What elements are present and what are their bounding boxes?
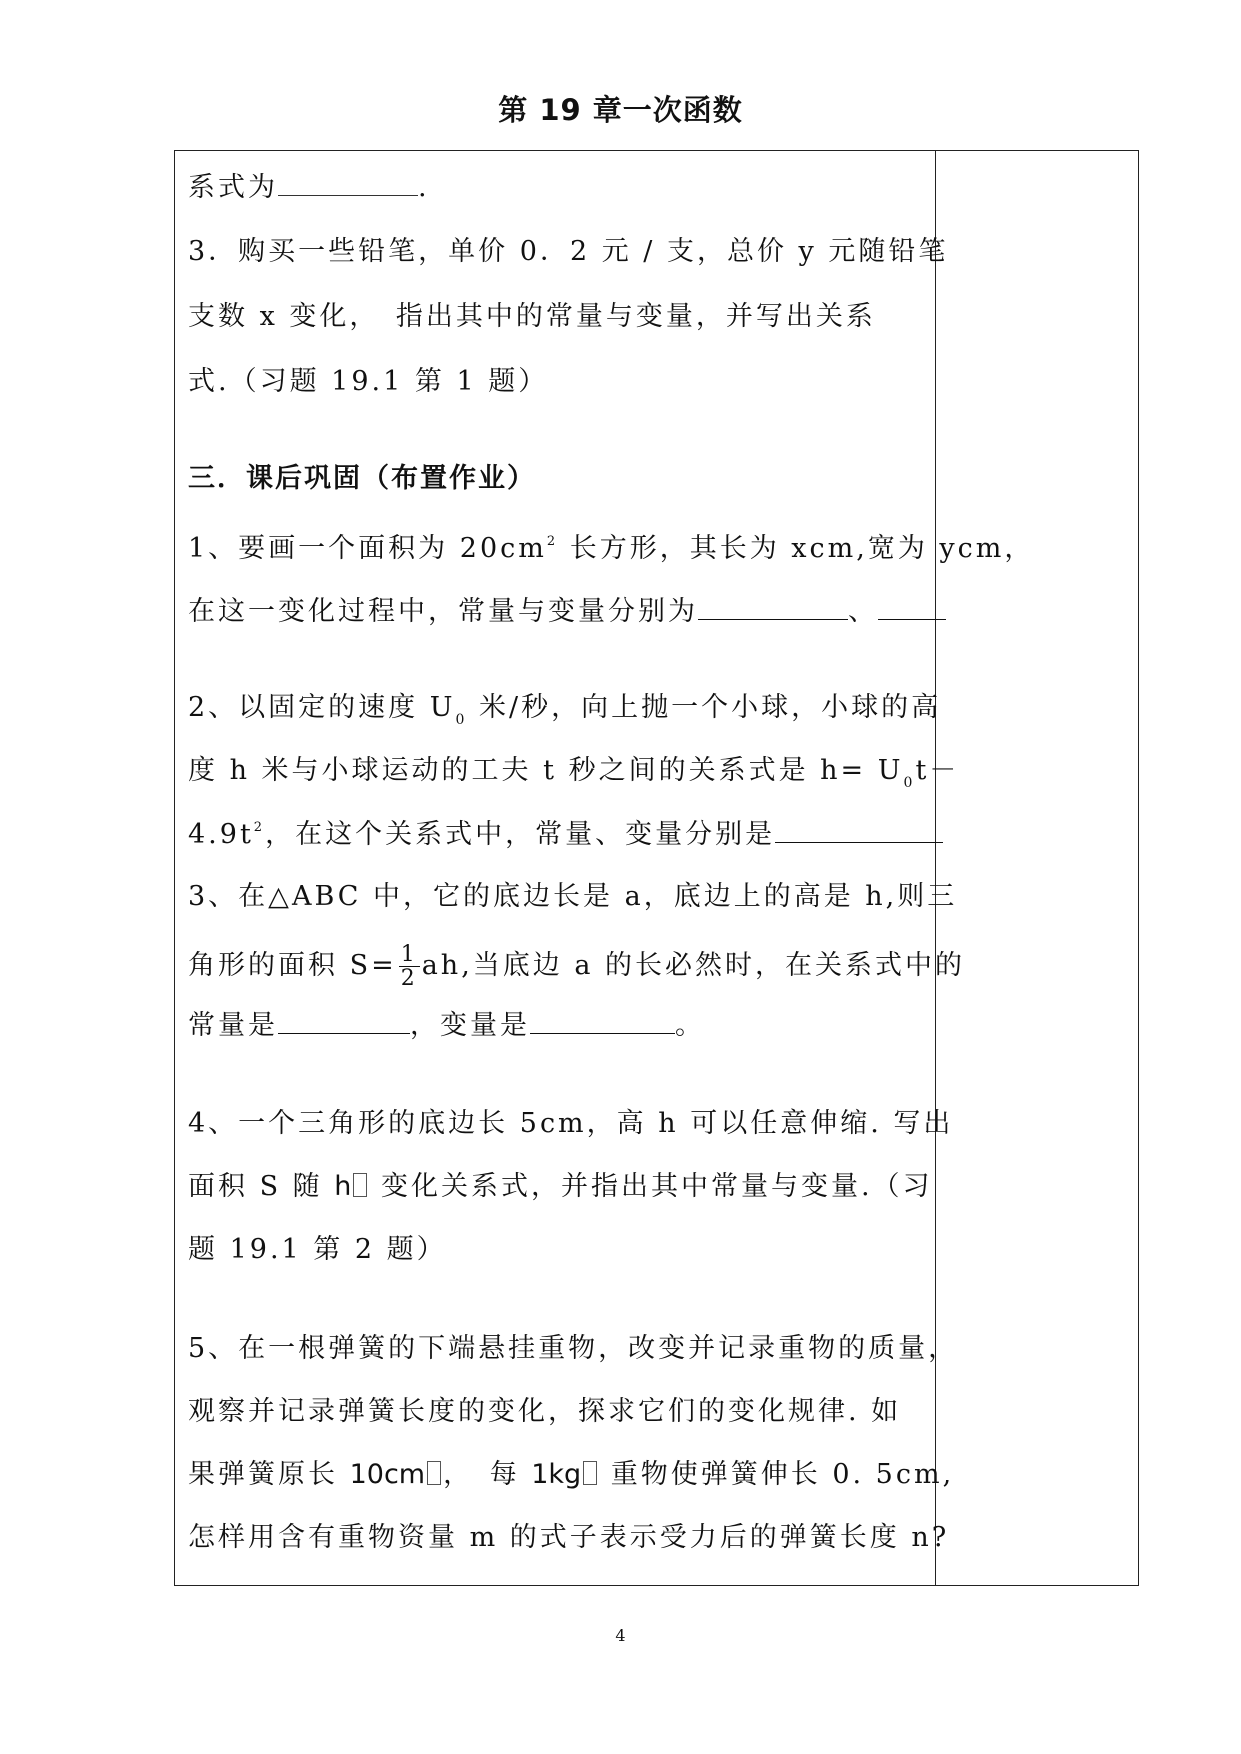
text-line [188, 173, 430, 201]
text-segment: 变化关系式，并指出其中常量与变量.（习 [369, 1171, 933, 1202]
superscript: 2 [546, 534, 559, 549]
answer-blank [530, 1011, 675, 1034]
text-segment: 果弹簧原长 [188, 1459, 350, 1490]
text-segment: 在这一变化过程中，常量与变量分别为 [188, 596, 698, 627]
text-segment: . [418, 172, 430, 203]
text-segment: 2、以固定的速度 U [188, 692, 456, 723]
text-segment: h [334, 1171, 352, 1202]
text-line: 3．购买一些铅笔，单价 0．2 元 / 支，总价 y 元随铅笔 [188, 236, 949, 267]
text-line [188, 755, 960, 792]
text-segment: ，在这个关系式中，常量、变量分别是 [265, 819, 776, 850]
text-line [188, 1461, 954, 1488]
answer-blank [278, 1011, 410, 1034]
superscript: 2 [253, 820, 266, 835]
column-divider [935, 150, 936, 1586]
text-segment: 、 [848, 596, 878, 627]
missing-glyph-box [583, 1461, 597, 1485]
text-segment: 1kg [531, 1459, 582, 1490]
text-segment: 米/秒，向上抛一个小球，小球的高 [467, 692, 942, 723]
text-line: 式.（习题 19.1 第 1 题） [188, 366, 549, 397]
text-line: 5、在一根弹簧的下端悬挂重物，改变并记录重物的质量， [188, 1333, 959, 1364]
missing-glyph-box [427, 1461, 441, 1485]
text-segment: ah,当底边 a 的长必然时，在关系式中的 [421, 950, 966, 982]
subscript: 0 [903, 775, 916, 792]
section-heading: 三．课后巩固（布置作业） [188, 463, 536, 494]
text-segment: ，变量是 [410, 1010, 530, 1041]
missing-glyph-box [353, 1173, 367, 1197]
text-segment: 重物使弹簧伸长 0. 5cm, [599, 1459, 955, 1490]
fraction-numerator: 1 [400, 942, 418, 967]
answer-blank [278, 173, 418, 196]
text-line [188, 597, 946, 625]
text-line: 3、在△ABC 中，它的底边长是 a，底边上的高是 h,则三 [188, 881, 958, 912]
text-segment: 4.9t [188, 819, 254, 850]
text-line: 4、一个三角形的底边长 5cm，高 h 可以任意伸缩. 写出 [188, 1108, 954, 1139]
text-line: 支数 x 变化， 指出其中的常量与变量，并写出关系 [188, 301, 876, 332]
page-number: 4 [615, 1626, 626, 1645]
text-line: 观察并记录弹簧长度的变化，探求它们的变化规律. 如 [188, 1396, 902, 1427]
text-line: 怎样用含有重物资量 m 的式子表示受力后的弹簧长度 n? [188, 1522, 950, 1553]
text-segment: t－ [915, 755, 960, 786]
text-segment: 度 h 米与小球运动的工夫 t 秒之间的关系式是 h= U [188, 755, 904, 786]
text-segment: 长方形，其长为 xcm,宽为 ycm， [558, 533, 1035, 564]
answer-blank [878, 597, 946, 620]
text-line [188, 692, 942, 729]
text-segment: 面积 S 随 [188, 1171, 335, 1202]
text-line [188, 535, 1034, 562]
subscript: 0 [455, 712, 468, 729]
text-line [188, 1173, 933, 1200]
text-segment: ， 每 [443, 1459, 532, 1490]
text-segment: 10cm [349, 1459, 426, 1490]
text-line [188, 820, 943, 848]
page-title: 第 19 章一次函数 [498, 93, 743, 127]
answer-blank [698, 597, 848, 620]
text-segment: 系式为 [188, 172, 278, 203]
text-line [188, 1011, 705, 1039]
text-segment: 。 [675, 1010, 705, 1041]
text-segment: 角形的面积 S= [188, 950, 397, 982]
text-line [188, 943, 965, 990]
text-segment: 常量是 [188, 1010, 278, 1041]
fraction [399, 943, 420, 990]
text-line: 题 19.1 第 2 题） [188, 1234, 447, 1265]
text-segment: 1、要画一个面积为 20cm [188, 533, 547, 564]
answer-blank [775, 820, 943, 843]
fraction-denominator: 2 [400, 966, 418, 992]
